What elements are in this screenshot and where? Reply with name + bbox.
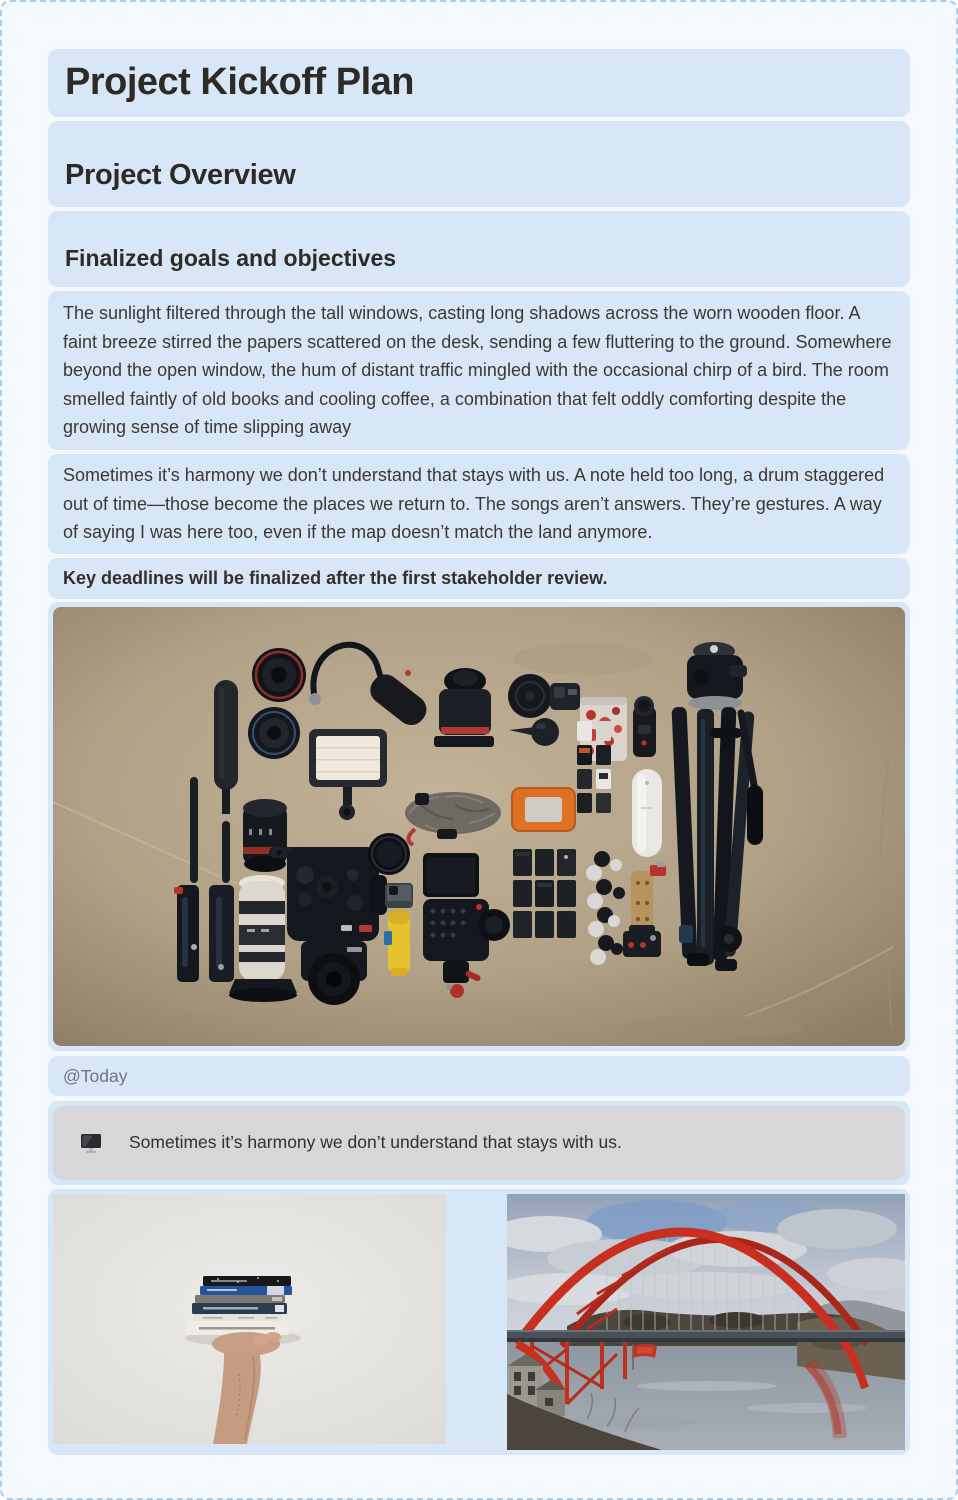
paragraph-block-2[interactable] [48,454,910,554]
paragraph-text: The sunlight filtered through the tall windows, casting long shadows across the worn wooden floor. A faint breeze stirred the papers scattered on the desk, sending a few fluttering to the ground. Somewhere beyond the open window, the hum of distant traffic mingled with the occasional chirp of a bird. The room smelled faintly of old books and cooling coffee, a combination that felt oddly comforting despite the growing sense of time slipping away [63,303,892,438]
callout-block[interactable] [48,1101,910,1185]
desktop-computer-icon [79,1131,103,1155]
image-row-block[interactable] [48,1189,910,1455]
image-block-camera-gear[interactable] [48,602,910,1051]
note-text: Key deadlines will be finalized after the first stakeholder review. [63,567,608,588]
paragraph-text: Sometimes it’s harmony we don’t understand that stays with us. A note held too long, a drum staggered out of time—those become the places we return to. The songs aren’t answers. They’re gestures. A way of saying I was here too, even if the map doesn’t match the land anymore. [63,464,885,543]
paragraph-block-1[interactable] [48,291,910,450]
callout [53,1106,905,1180]
camera-gear-photo[interactable] [53,607,905,1046]
subheading: Finalized goals and objectives [65,245,397,271]
bridge-photo[interactable] [507,1194,905,1450]
date-mention[interactable]: @Today [63,1065,128,1086]
document-content [2,2,956,1455]
section-heading-block[interactable] [48,121,910,207]
callout-text: Sometimes it’s harmony we don’t understand that stays with us. [129,1132,622,1153]
subheading-block[interactable] [48,211,910,287]
title-block[interactable] [48,49,910,117]
section-heading: Project Overview [65,159,296,191]
books-photo[interactable] [53,1194,446,1444]
page-title: Project Kickoff Plan [65,61,414,103]
mention-block[interactable] [48,1056,910,1096]
note-block[interactable] [48,558,910,599]
